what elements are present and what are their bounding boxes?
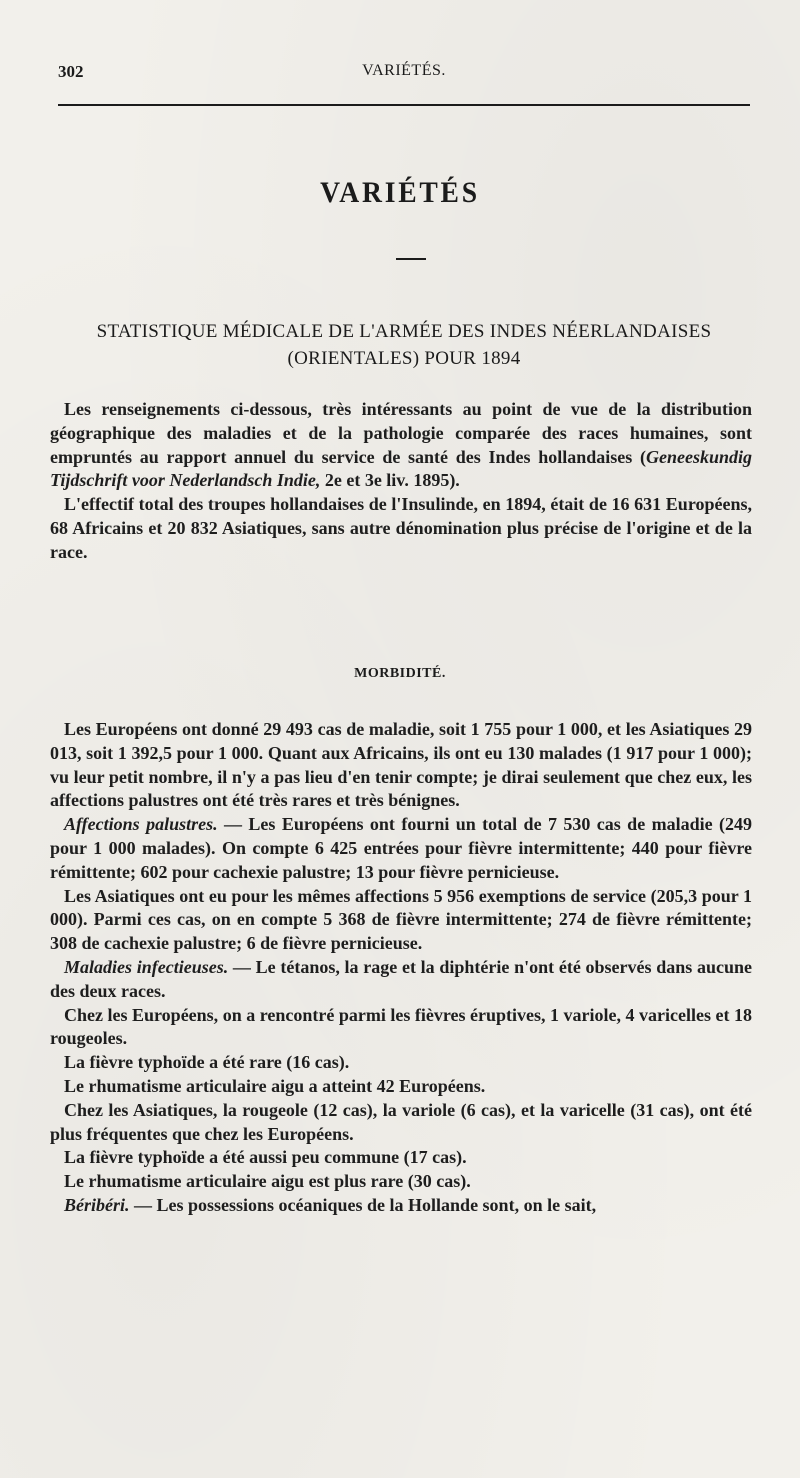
paragraph-asiatiques-eruptives: Chez les Asiatiques, la rougeole (12 cas), la variole (6 cas), et la varicelle (31 cas), ont été plus fréquentes que chez les Européens. — [50, 1099, 752, 1144]
intro-paragraph-1 — [50, 398, 752, 493]
article-title-line-2: (ORIENTALES) POUR 1894 — [287, 348, 521, 369]
intro-text — [50, 398, 752, 565]
paragraph-beriberi: Béribéri. — Les possessions océaniques de la Hollande sont, on le sait, — [64, 1194, 597, 1215]
journal-title: Geneeskundig Tijdschrift voor Nederlandsch Indie, — [50, 446, 752, 491]
paragraph-fievres-eruptives: Chez les Européens, on a rencontré parmi les fièvres éruptives, 1 variole, 4 varicelles et 18 rougeoles. — [50, 1004, 752, 1049]
section-title: VARIÉTÉS — [320, 176, 480, 209]
article-title — [58, 318, 750, 372]
morbidite-text — [50, 718, 752, 1218]
title-separator — [396, 258, 426, 260]
header-rule — [58, 104, 750, 106]
heading-beriberi: Béribéri. — [64, 1194, 130, 1215]
paragraph-europeens: Les Européens ont donné 29 493 cas de maladie, soit 1 755 pour 1 000, et les Asiatiques 29 013, soit 1 392,5 pour 1 000. Quant aux Africains, ils ont eu 130 malades (1 917 pour 1 000); vu leur petit nombre, il n'y a pas lieu d'en tenir compte; je dirai seulement que chez eux, les affections palustres ont été très rares et très bénignes. — [50, 719, 752, 811]
running-head — [58, 62, 750, 86]
paragraph-rhumatisme-asiatiques: Le rhumatisme articulaire aigu est plus rare (30 cas). — [64, 1171, 471, 1192]
paragraph-asiatiques: Les Asiatiques ont eu pour les mêmes affections 5 956 exemptions de service (205,3 pour 1 000). Parmi ces cas, on en compte 5 368 de fièvre intermittente; 274 de fièvre rémittente; 308 de cachexie palustre; 6 de fièvre pernicieuse. — [50, 885, 752, 954]
paragraph-typhoide-asiatiques: La fièvre typhoïde a été aussi peu commune (17 cas). — [64, 1147, 467, 1168]
heading-affections-palustres: Affections palustres. — [64, 814, 218, 835]
intro-paragraph-2: L'effectif total des troupes hollandaises de l'Insulinde, en 1894, était de 16 631 Européens, 68 Africains et 20 832 Asiatiques, sans autre dénomination plus précise de l'origine et de la race. — [50, 494, 752, 562]
heading-maladies-infectieuses: Maladies infectieuses. — [64, 956, 229, 977]
paragraph-affections-palustres: Affections palustres. — Les Européens ont fourni un total de 7 530 cas de maladie (249 pour 1 000 malades). On compte 6 425 entrées pour fièvre intermittente; 440 pour fièvre rémittente; 602 pour cachexie palustre; 13 pour fièvre pernicieuse. — [50, 814, 752, 882]
running-title: VARIÉTÉS. — [362, 62, 446, 79]
paragraph-maladies-infectieuses: Maladies infectieuses. — Le tétanos, la rage et la diphtérie n'ont été observés dans aucune des deux races. — [50, 956, 752, 1001]
paragraph-rhumatisme-europeens: Le rhumatisme articulaire aigu a atteint 42 Européens. — [64, 1075, 486, 1096]
paragraph-typhoide-europeens: La fièvre typhoïde a été rare (16 cas). — [64, 1052, 350, 1073]
page-number: 302 — [58, 62, 84, 81]
subhead-morbidite: MORBIDITÉ. — [354, 666, 446, 681]
article-title-line-1: STATISTIQUE MÉDICALE DE L'ARMÉE DES INDES NÉERLANDAISES — [96, 321, 712, 342]
intro-p1-before: Les renseignements ci-dessous, très intéressants au point de vue de la distribution géographique des maladies et de la pathologie comparée des races humaines, sont empruntés au rapport annuel du service de santé des Indes hollandaises ( — [50, 399, 752, 467]
intro-p1-after: 2e et 3e liv. 1895). — [320, 470, 460, 491]
